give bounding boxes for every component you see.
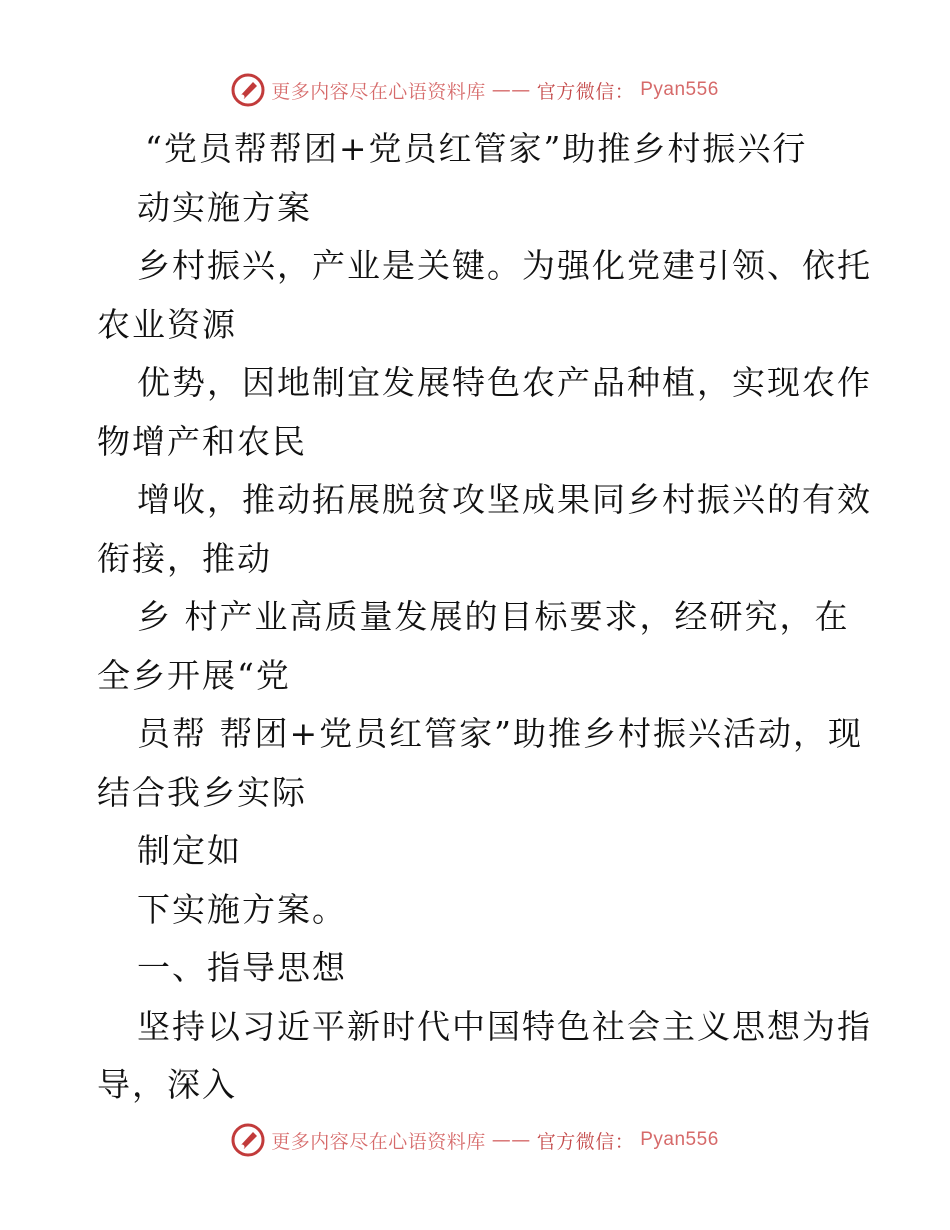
paragraph-line: 结合我乡实际	[97, 772, 307, 812]
paragraph-line: 物增产和农民	[97, 421, 307, 461]
paragraph-line: 乡 村产业高质量发展的目标要求，经研究，在	[137, 597, 850, 636]
paragraph-line: 坚持以习近平新时代中国特色社会主义思想为指	[137, 1006, 872, 1046]
seal-logo-icon	[231, 1123, 265, 1157]
document-body	[97, 120, 872, 1115]
watermark-prefix: 更多内容尽在心语资料库	[271, 1130, 486, 1153]
paragraph-line: 增收，推动拓展脱贫攻坚成果同乡村振兴的有效	[137, 480, 872, 519]
paragraph-line: 全乡开展“党	[97, 655, 291, 695]
document-title-line-1: “党员帮帮团+党员红管家”助推乡村振兴行	[145, 129, 808, 168]
header-watermark	[0, 70, 950, 110]
paragraph-line: 乡村振兴，产业是关键。为强化党建引领、依托	[137, 246, 872, 285]
watermark-handle: Pyan556	[640, 79, 719, 100]
watermark-dash: ——	[491, 1129, 531, 1151]
paragraph-line: 导，深入	[97, 1065, 237, 1104]
paragraph-line: 优势，因地制宜发展特色农产品种植，实现农作	[137, 363, 872, 402]
seal-logo-icon	[231, 73, 265, 107]
document-title-line-2: 动实施方案	[137, 187, 312, 227]
paragraph-line: 制定如	[137, 831, 242, 870]
watermark-handle: Pyan556	[640, 1129, 719, 1150]
paragraph-line: 农业资源	[97, 304, 237, 344]
paragraph-line: 衔接，推动	[97, 538, 272, 578]
footer-watermark	[0, 1120, 950, 1160]
watermark-official: 官方微信：	[536, 80, 635, 103]
section-heading: 一、指导思想	[137, 948, 347, 987]
paragraph-line: 员帮 帮团+党员红管家”助推乡村振兴活动，现	[137, 714, 864, 753]
watermark-dash: ——	[491, 79, 531, 101]
paragraph-line: 下实施方案。	[137, 889, 347, 929]
watermark-official: 官方微信：	[536, 1130, 635, 1153]
watermark-prefix: 更多内容尽在心语资料库	[271, 80, 486, 103]
